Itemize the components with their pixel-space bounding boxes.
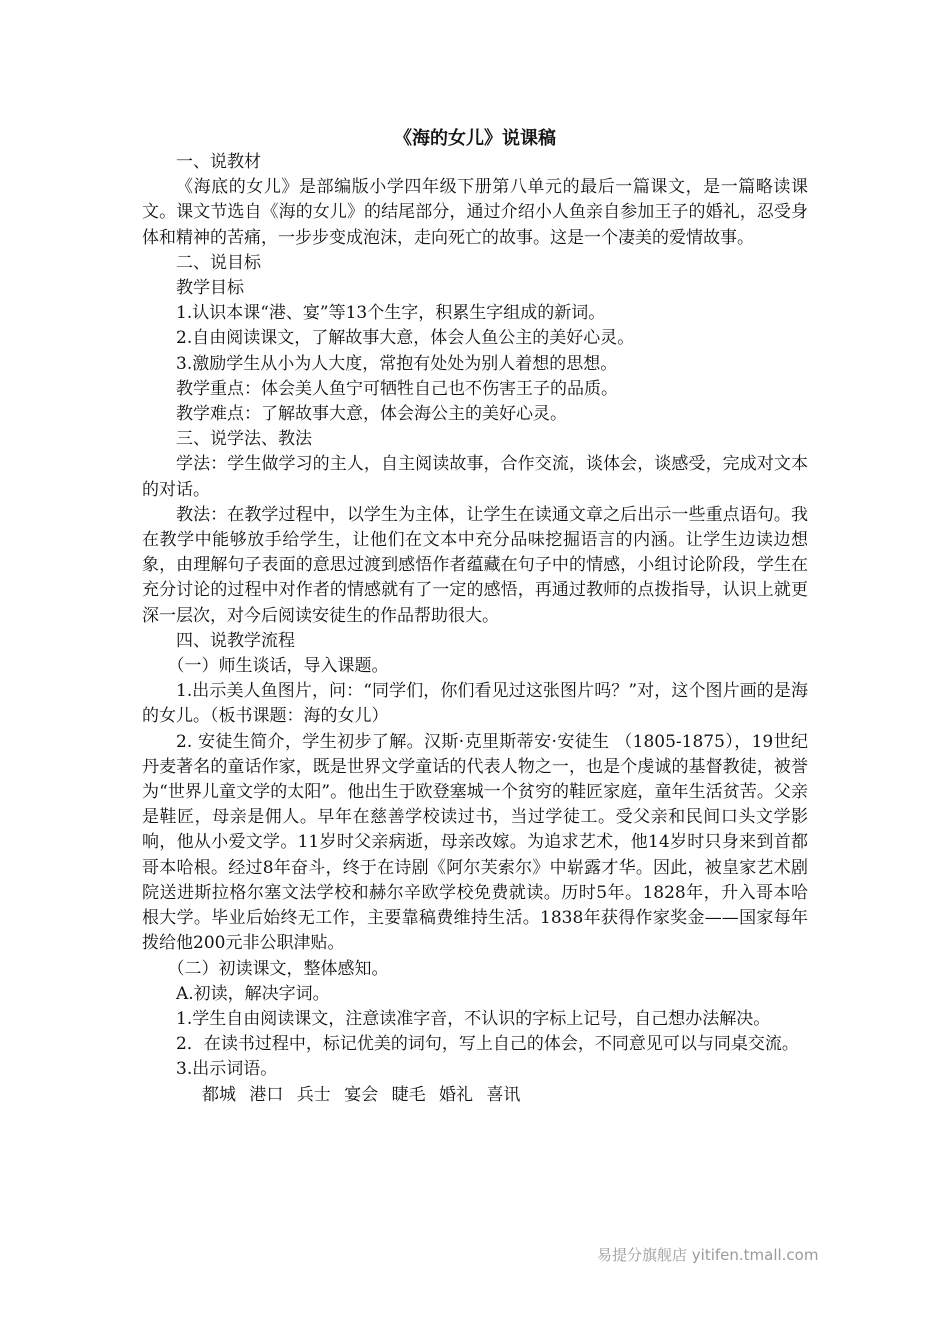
goal-item-1: 1.认识本课“港、宴”等13个生字，积累生字组成的新词。 — [176, 303, 606, 324]
document-title: 《海的女儿》说课稿 — [394, 128, 556, 149]
store-watermark: 易提分旗舰店 yitifen.tmall.com — [597, 1246, 819, 1264]
flow-step-1: （一）师生谈话，导入课题。 — [167, 656, 389, 677]
vocab-word: 兵士 — [296, 1084, 331, 1105]
study-method: 学法：学生做学习的主人，自主阅读故事，合作交流，谈体会，谈感受，完成对文本的对话。 — [142, 454, 808, 500]
teach-method: 教法：在教学过程中，以学生为主体，让学生在读通文章之后出示一些重点语句。我在教学中能够放手给学生，让他们在文本中充分品味挖掘语言的内涵。让学生边读边想象，由理解句子表面的意思过渡到感悟作者蕴藏在句子中的情感，小组讨论阶段，学生在充分讨论的过程中对作者的情感就有了一定的感悟，再通过教师的点拨指导，认识上就更深一层次，对今后阅读安徒生的作品帮助很大。 — [142, 504, 808, 626]
paragraph-textbook-intro: 《海底的女儿》是部编版小学四年级下册第八单元的最后一篇课文，是一篇略读课文。课文节选自《海的女儿》的结尾部分，通过介绍小人鱼亲自参加王子的婚礼，忍受身体和精神的苦痛，一步步变成泡沫，走向死亡的故事。这是一个凄美的爱情故事。 — [142, 177, 808, 248]
flow-step-a-item-3: 3.出示词语。 — [176, 1059, 278, 1080]
vocab-word: 宴会 — [344, 1084, 379, 1105]
flow-step-1-item-1: 1.出示美人鱼图片，问：“同学们，你们看见过这张图片吗？”对，这个图片画的是海的女儿。（板书课题：海的女儿） — [142, 681, 808, 727]
section-heading-1: 一、说教材 — [176, 152, 261, 172]
vocab-list — [142, 1083, 808, 1108]
flow-step-1-item-2: 2. 安徒生简介，学生初步了解。汉斯·克里斯蒂安·安徒生 （1805-1875），19世纪丹麦著名的童话作家，既是世界文学童话的代表人物之一，也是个虔诚的基督教徒，被誉为“世界儿童文学的太阳”。他出生于欧登塞城一个贫穷的鞋匠家庭，童年生活贫苦。父亲是鞋匠，母亲是佣人。早年在慈善学校读过书，当过学徒工。受父亲和民间口头文学影响，他从小爱文学。11岁时父亲病逝，母亲改嫁。为追求艺术，他14岁时只身来到首都哥本哈根。经过8年奋斗，终于在诗剧《阿尔芙索尔》中崭露才华。因此，被皇家艺术剧院送进斯拉格尔塞文法学校和赫尔辛欧学校免费就读。历时5年。1828年，升入哥本哈根大学。毕业后始终无工作，主要靠稿费维持生活。1838年获得作家奖金——国家每年拨给他200元非公职津贴。 — [142, 731, 808, 954]
section-heading-3: 三、说学法、教法 — [176, 429, 312, 450]
vocab-word: 都城 — [202, 1084, 236, 1105]
document-body — [142, 150, 808, 1108]
section-heading-4: 四、说教学流程 — [176, 630, 295, 651]
vocab-word: 喜讯 — [486, 1084, 521, 1105]
vocab-word: 港口 — [249, 1084, 284, 1105]
vocab-word: 睫毛 — [391, 1084, 426, 1105]
flow-step-2: （二）初读课文，整体感知。 — [167, 958, 389, 979]
flow-step-a-item-1: 1.学生自由阅读课文，注意读准字音，不认识的字标上记号，自己想办法解决。 — [176, 1008, 771, 1029]
flow-step-a-item-2: 2．在读书过程中，标记优美的词句，写上自己的体会，不同意见可以与同桌交流。 — [176, 1034, 799, 1055]
flow-step-a: A.初读，解决字词。 — [176, 983, 330, 1004]
goal-item-3: 3.激励学生从小为人大度，常抱有处处为别人着想的思想。 — [176, 353, 618, 374]
section-heading-2: 二、说目标 — [176, 252, 261, 273]
goal-heading: 教学目标 — [176, 278, 244, 299]
goal-item-2: 2.自由阅读课文，了解故事大意，体会人鱼公主的美好心灵。 — [176, 328, 635, 349]
difficulty-point: 教学难点：了解故事大意，体会海公主的美好心灵。 — [176, 404, 567, 425]
key-point: 教学重点：体会美人鱼宁可牺牲自己也不伤害王子的品质。 — [176, 378, 618, 399]
vocab-word: 婚礼 — [439, 1084, 474, 1105]
